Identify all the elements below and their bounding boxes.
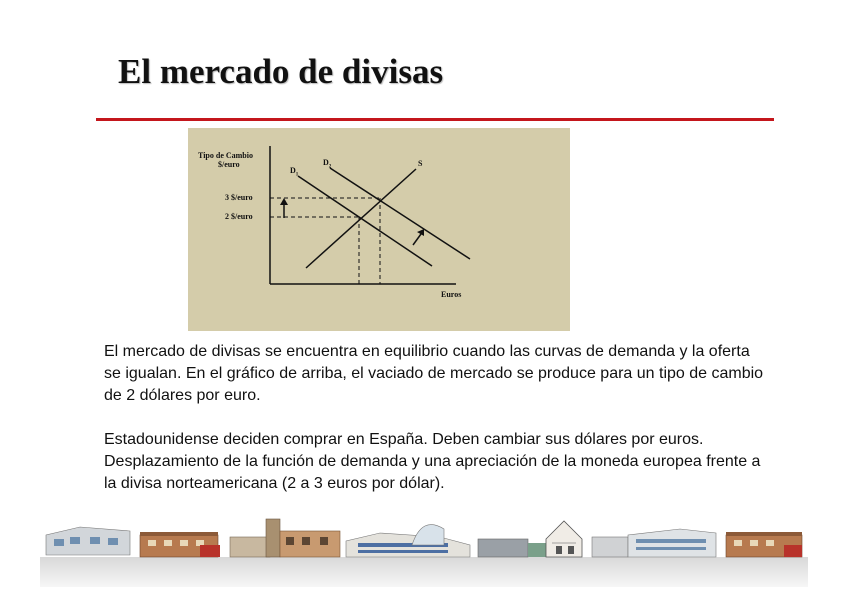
- price-rise-arrowhead: [280, 198, 288, 205]
- demand-shift-arrow: [413, 234, 421, 245]
- title-divider: [96, 118, 774, 121]
- curve-label-d2: $D_2$: [323, 158, 332, 170]
- street-ground: [40, 557, 808, 587]
- tick-label-low: 2 $/euro: [225, 212, 253, 221]
- exchange-market-graph: [188, 128, 570, 331]
- paragraph-equilibrium: El mercado de divisas se encuentra en equilibrio cuando las curvas de demanda y la oferta se igualan. En el gráfico de arriba, el vaciado de mercado se produce para un tipo de cambio de 2 dólares por euro.: [104, 343, 764, 404]
- curve-label-d1: $D_1$: [290, 166, 299, 178]
- y-axis-title-line1: Tipo de Cambio: [198, 151, 253, 160]
- y-axis-title-line2: $/euro: [218, 160, 240, 169]
- buildings-banner-illustration: [40, 515, 808, 587]
- curve-label-s: S: [418, 159, 423, 168]
- tick-label-high: 3 $/euro: [225, 193, 253, 202]
- x-axis-title: Euros: [441, 290, 462, 299]
- slide-title: El mercado de divisas: [118, 52, 444, 91]
- paragraph-demand-shift: Estadounidense deciden comprar en España. Deben cambiar sus dólares por euros. Desplazamiento de la función de demanda y una apreciación de la moneda europea frente a la divisa norteamericana (2 a 3 euros por dólar).: [104, 431, 761, 492]
- supply-curve: [306, 169, 416, 268]
